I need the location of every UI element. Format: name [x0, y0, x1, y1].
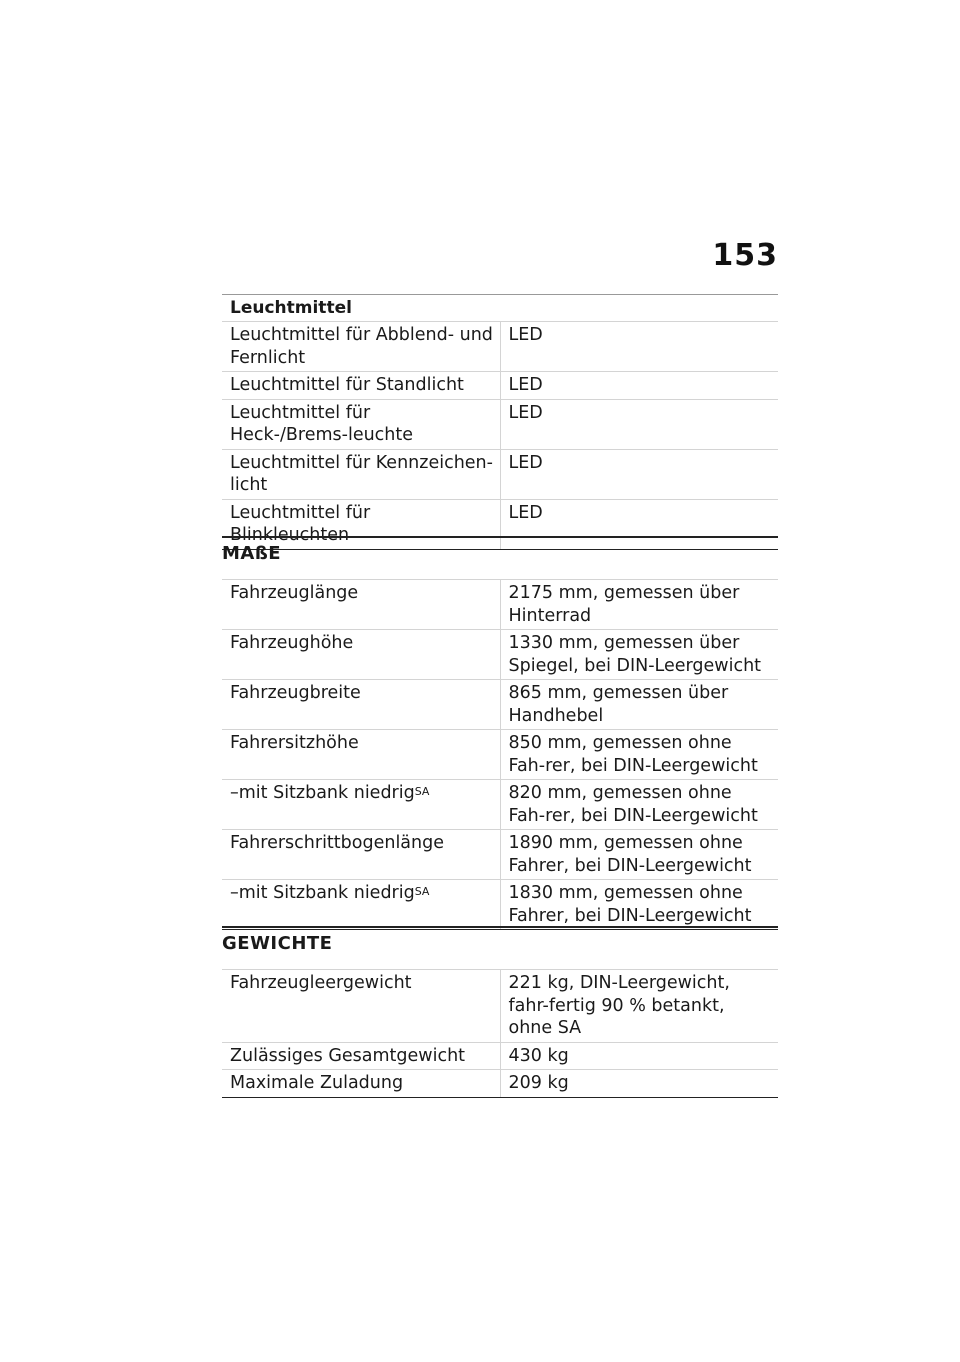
lighting-table [222, 322, 778, 550]
spec-value: LED [500, 499, 778, 549]
spec-label [222, 780, 500, 830]
lighting-group-title: Leuchtmittel [222, 294, 778, 322]
spec-value: 2175 mm, gemessen über Hinterrad [500, 580, 778, 630]
spec-label: Leuchtmittel für Kennzeichen-licht [222, 449, 500, 499]
spec-label-text: –mit Sitzbank niedrig [230, 783, 415, 803]
weights-table [222, 959, 778, 1098]
dimensions-section [222, 520, 778, 930]
spec-value: LED [500, 449, 778, 499]
spec-value: LED [500, 322, 778, 372]
spec-value: 1330 mm, gemessen über Spiegel, bei DIN-Leergewicht [500, 630, 778, 680]
spec-value: 209 kg [500, 1070, 778, 1098]
spec-label: Leuchtmittel für Blinkleuchten [222, 499, 500, 549]
lighting-section [222, 294, 778, 550]
spec-value: 1890 mm, gemessen ohne Fahrer, bei DIN-Leergewicht [500, 830, 778, 880]
table-row [222, 449, 778, 499]
spec-value: 430 kg [500, 1042, 778, 1070]
spec-value: LED [500, 399, 778, 449]
option-marker: SA [414, 885, 430, 898]
spec-value: 1830 mm, gemessen ohne Fahrer, bei DIN-Leergewicht [500, 880, 778, 930]
spec-value: 865 mm, gemessen über Handhebel [500, 680, 778, 730]
weights-section [222, 910, 778, 1098]
spec-label: Fahrerschrittbogenlänge [222, 830, 500, 880]
spec-value: LED [500, 372, 778, 400]
spec-label: Fahrzeugbreite [222, 680, 500, 730]
spec-label: Zulässiges Gesamtgewicht [222, 1042, 500, 1070]
spec-label: Leuchtmittel für Abblend- und Fernlicht [222, 322, 500, 372]
spec-value: 221 kg, DIN-Leergewicht, fahr-fertig 90 % betankt, ohne SA [500, 970, 778, 1043]
spec-label: Fahrzeugleergewicht [222, 970, 500, 1043]
dimensions-table [222, 569, 778, 930]
spec-label-text: –mit Sitzbank niedrig [230, 883, 415, 903]
table-row [222, 580, 778, 630]
dimensions-title: MAßE [222, 536, 778, 569]
table-row [222, 399, 778, 449]
table-row [222, 1042, 778, 1070]
table-row [222, 970, 778, 1043]
table-row [222, 372, 778, 400]
table-row [222, 680, 778, 730]
weights-title: GEWICHTE [222, 926, 778, 959]
table-row [222, 830, 778, 880]
spec-label: Maximale Zuladung [222, 1070, 500, 1098]
spec-label: Fahrzeuglänge [222, 580, 500, 630]
page-number: 153 [712, 238, 778, 273]
table-row [222, 780, 778, 830]
spec-label: Fahrzeughöhe [222, 630, 500, 680]
spec-value: 850 mm, gemessen ohne Fah-rer, bei DIN-Leergewicht [500, 730, 778, 780]
spec-value: 820 mm, gemessen ohne Fah-rer, bei DIN-Leergewicht [500, 780, 778, 830]
spec-label: Leuchtmittel für Heck-/Brems-leuchte [222, 399, 500, 449]
table-row [222, 322, 778, 372]
spec-label: Leuchtmittel für Standlicht [222, 372, 500, 400]
option-marker: SA [414, 785, 430, 798]
table-row [222, 630, 778, 680]
spec-label: Fahrersitzhöhe [222, 730, 500, 780]
table-row [222, 1070, 778, 1098]
table-row [222, 730, 778, 780]
